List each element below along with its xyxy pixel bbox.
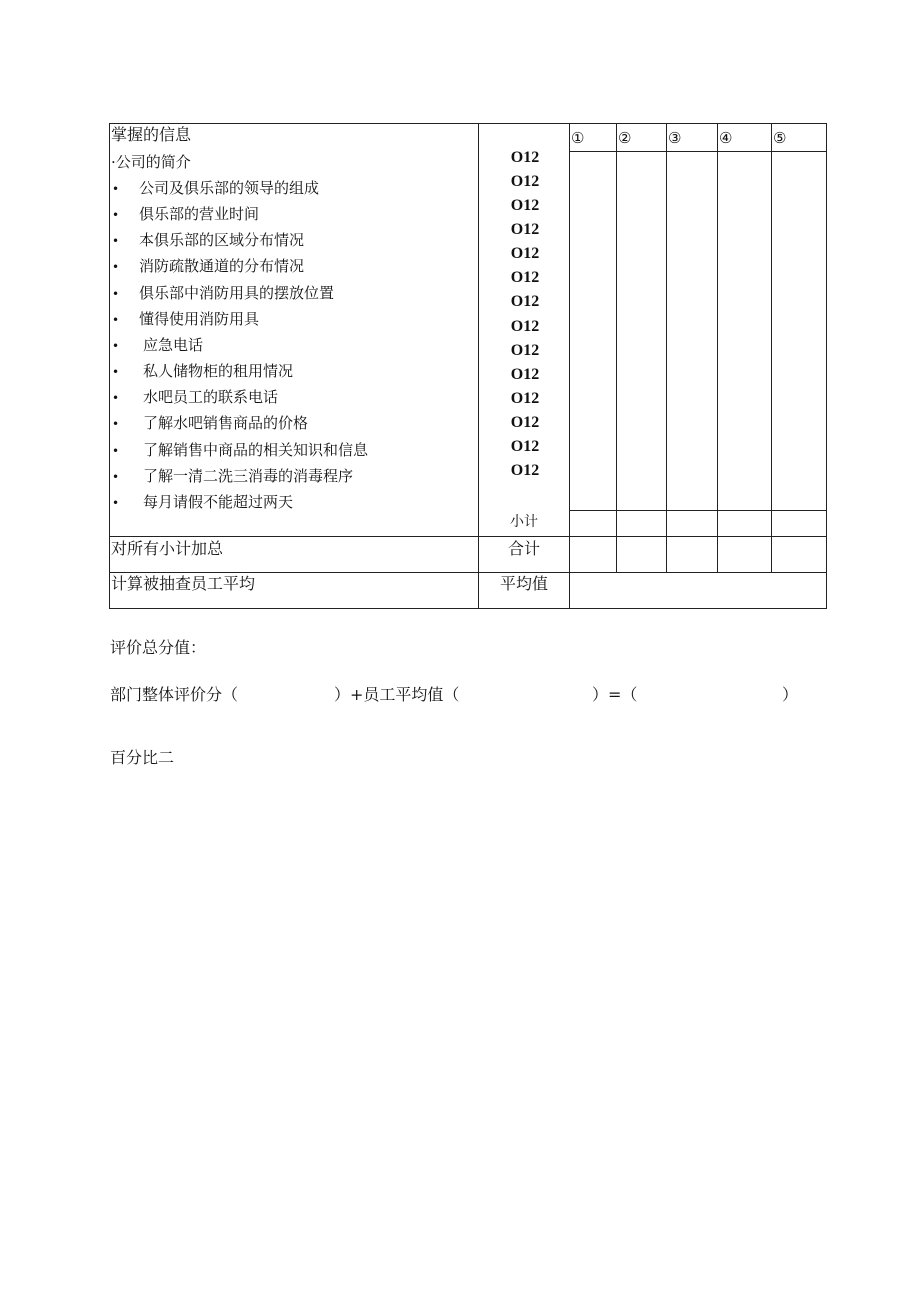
bullet-icon: • <box>112 287 120 301</box>
list-item: 水吧员工的联系电话 <box>143 388 279 406</box>
list-item: 消防疏散通道的分布情况 <box>139 257 305 275</box>
list-item: 公司及俱乐部的领导的组成 <box>139 179 320 197</box>
score-label: O12 <box>510 438 540 455</box>
formula-part-employee: ）+员工平均值（ <box>334 685 460 704</box>
bullet-icon: • <box>112 234 120 248</box>
score-label: O12 <box>510 221 540 238</box>
score-label: O12 <box>510 366 540 383</box>
score-label: O12 <box>510 245 540 262</box>
list-item: 本俱乐部的区域分布情况 <box>139 231 305 249</box>
score-label: O12 <box>510 342 540 359</box>
bullet-icon: • <box>112 182 120 196</box>
bullet-icon: • <box>112 496 120 510</box>
score-label: O12 <box>510 269 540 286</box>
formula-part-end: ） <box>782 685 799 704</box>
score-label: O12 <box>510 462 540 479</box>
bullet-icon: • <box>112 417 120 431</box>
list-item: 每月请假不能超过两天 <box>143 493 294 511</box>
bullet-icon: • <box>112 208 120 222</box>
list-item: 了解一清二洗三消毒的消毒程序 <box>143 467 354 485</box>
list-item: 应急电话 <box>143 336 204 354</box>
bullet-icon: • <box>112 365 120 379</box>
bullet-icon: • <box>112 470 120 484</box>
bullet-icon: • <box>112 444 120 458</box>
formula-part-equals: ）=（ <box>592 685 638 704</box>
list-item: 俱乐部中消防用具的摆放位置 <box>139 284 335 302</box>
total-score-label: 评价总分值： <box>110 638 207 657</box>
list-item: 私人储物柜的租用情况 <box>143 362 294 380</box>
average-row-label: 计算被抽查员工平均 <box>111 574 256 593</box>
percentage-label: 百分比二 <box>110 748 175 767</box>
bullet-icon: • <box>112 339 120 353</box>
bullet-icon: • <box>112 391 120 405</box>
score-label: O12 <box>510 390 540 407</box>
score-label: O12 <box>510 318 540 335</box>
bullet-icon: • <box>112 313 120 327</box>
list-item: 俱乐部的营业时间 <box>139 205 260 223</box>
sum-label: 合计 <box>507 539 540 558</box>
score-label: O12 <box>510 173 540 190</box>
average-label: 平均值 <box>499 574 548 593</box>
sum-row-label: 对所有小计加总 <box>111 539 224 558</box>
column-header-3: ③ <box>668 129 682 147</box>
column-header-1: ① <box>571 129 585 147</box>
score-label: O12 <box>510 149 540 166</box>
table-header-label: 掌握的信息 <box>111 125 192 144</box>
score-label: O12 <box>510 293 540 310</box>
list-item: 了解水吧销售商品的价格 <box>143 414 309 432</box>
subtotal-label: 小计 <box>510 514 538 530</box>
score-label: O12 <box>510 414 540 431</box>
column-header-2: ② <box>618 129 632 147</box>
score-label: O12 <box>510 197 540 214</box>
bullet-icon: • <box>112 260 120 274</box>
list-item-company-intro: ·公司的简介 <box>111 153 191 171</box>
column-header-4: ④ <box>719 129 733 147</box>
formula-part-department: 部门整体评价分（ <box>110 685 239 704</box>
list-item: 了解销售中商品的相关知识和信息 <box>143 441 369 459</box>
column-header-5: ⑤ <box>773 129 787 147</box>
list-item: 懂得使用消防用具 <box>139 310 260 328</box>
